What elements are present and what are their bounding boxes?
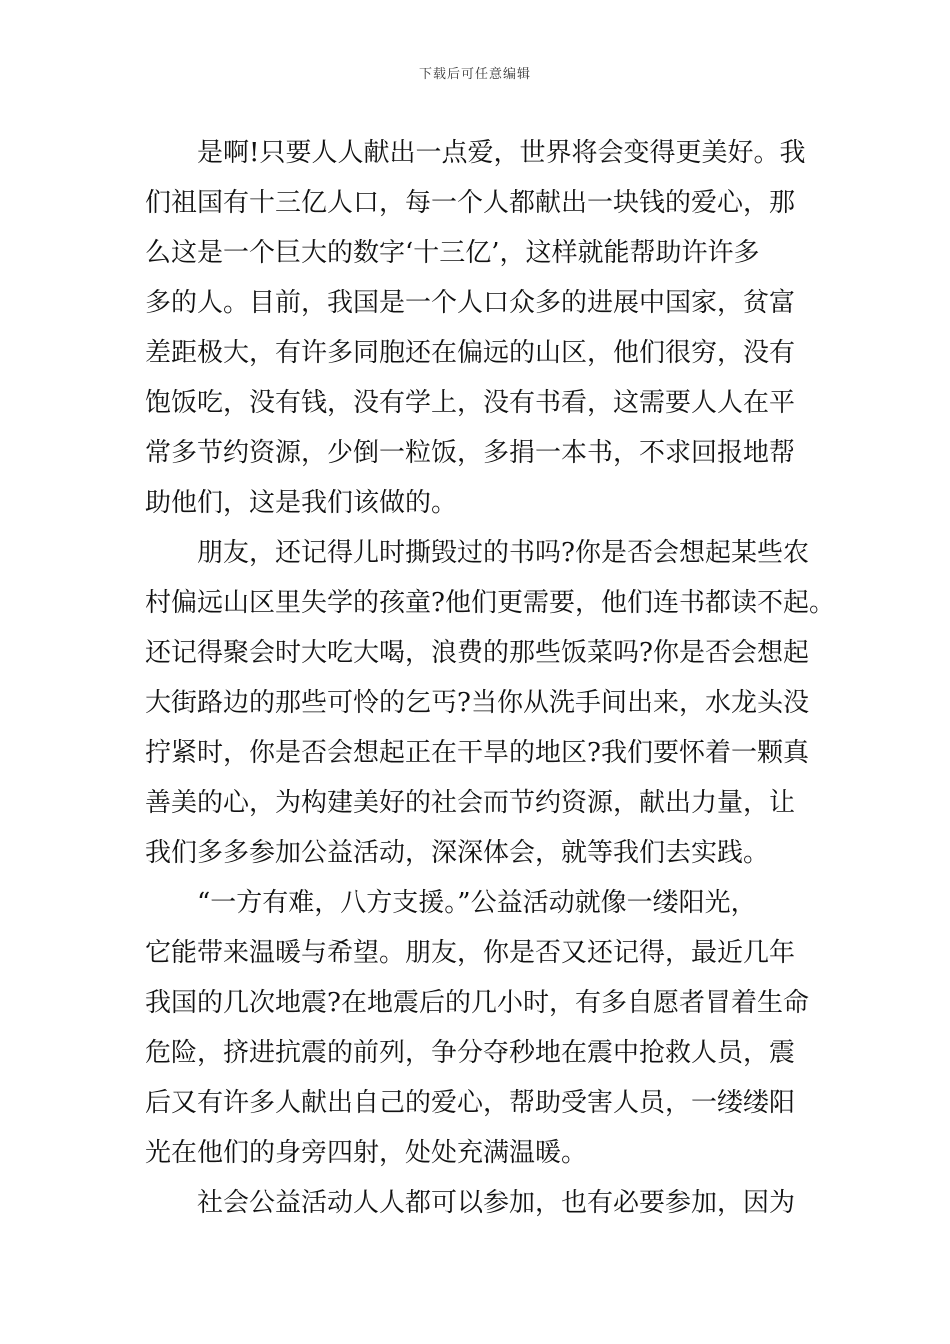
text-line: 我们多多参加公益活动，深深体会，就等我们去实践。 xyxy=(145,838,770,868)
text-line: 善美的心，为构建美好的社会而节约资源，献出力量，让 xyxy=(145,788,796,818)
text-line: 后又有许多人献出自己的爱心，帮助受害人员，一缕缕阳 xyxy=(145,1088,796,1118)
text-line: 助他们，这是我们该做的。 xyxy=(145,488,458,518)
document-body xyxy=(145,128,835,1228)
text-line: 么这是一个巨大的数字‘十三亿’，这样就能帮助许许多 xyxy=(145,238,760,268)
text-line: 差距极大，有许多同胞还在偏远的山区，他们很穷，没有 xyxy=(145,338,796,368)
text-line: 朋友，还记得儿时撕毁过的书吗?你是否会想起某些农 xyxy=(145,538,809,568)
text-line: 常多节约资源，少倒一粒饭，多捐一本书，不求回报地帮 xyxy=(145,438,796,468)
text-line: 还记得聚会时大吃大喝，浪费的那些饭菜吗?你是否会想起 xyxy=(145,638,809,668)
text-line: 光在他们的身旁四射，处处充满温暖。 xyxy=(145,1138,588,1168)
text-line: 们祖国有十三亿人口，每一个人都献出一块钱的爱心，那 xyxy=(145,188,796,218)
page-header: 下载后可任意编辑 xyxy=(418,67,531,82)
text-line: 我国的几次地震?在地震后的几小时，有多自愿者冒着生命 xyxy=(145,988,809,1018)
text-line: 社会公益活动人人都可以参加，也有必要参加，因为 xyxy=(145,1188,796,1218)
text-line: 拧紧时，你是否会想起正在干旱的地区?我们要怀着一颗真 xyxy=(145,738,809,768)
text-line: 村偏远山区里失学的孩童?他们更需要，他们连书都读不起。 xyxy=(145,588,835,618)
text-line: 它能带来温暖与希望。朋友，你是否又还记得，最近几年 xyxy=(145,938,796,968)
text-line: 多的人。目前，我国是一个人口众多的进展中国家，贫富 xyxy=(145,288,796,318)
text-line: 饱饭吃，没有钱，没有学上，没有书看，这需要人人在平 xyxy=(145,388,796,418)
text-line: “一方有难，八方支援。”公益活动就像一缕阳光， xyxy=(145,888,757,918)
text-line: 大街路边的那些可怜的乞丐?当你从洗手间出来，水龙头没 xyxy=(145,688,809,718)
text-line: 是啊!只要人人献出一点爱，世界将会变得更美好。我 xyxy=(145,138,806,168)
text-line: 危险，挤进抗震的前列，争分夺秒地在震中抢救人员，震 xyxy=(145,1038,796,1068)
